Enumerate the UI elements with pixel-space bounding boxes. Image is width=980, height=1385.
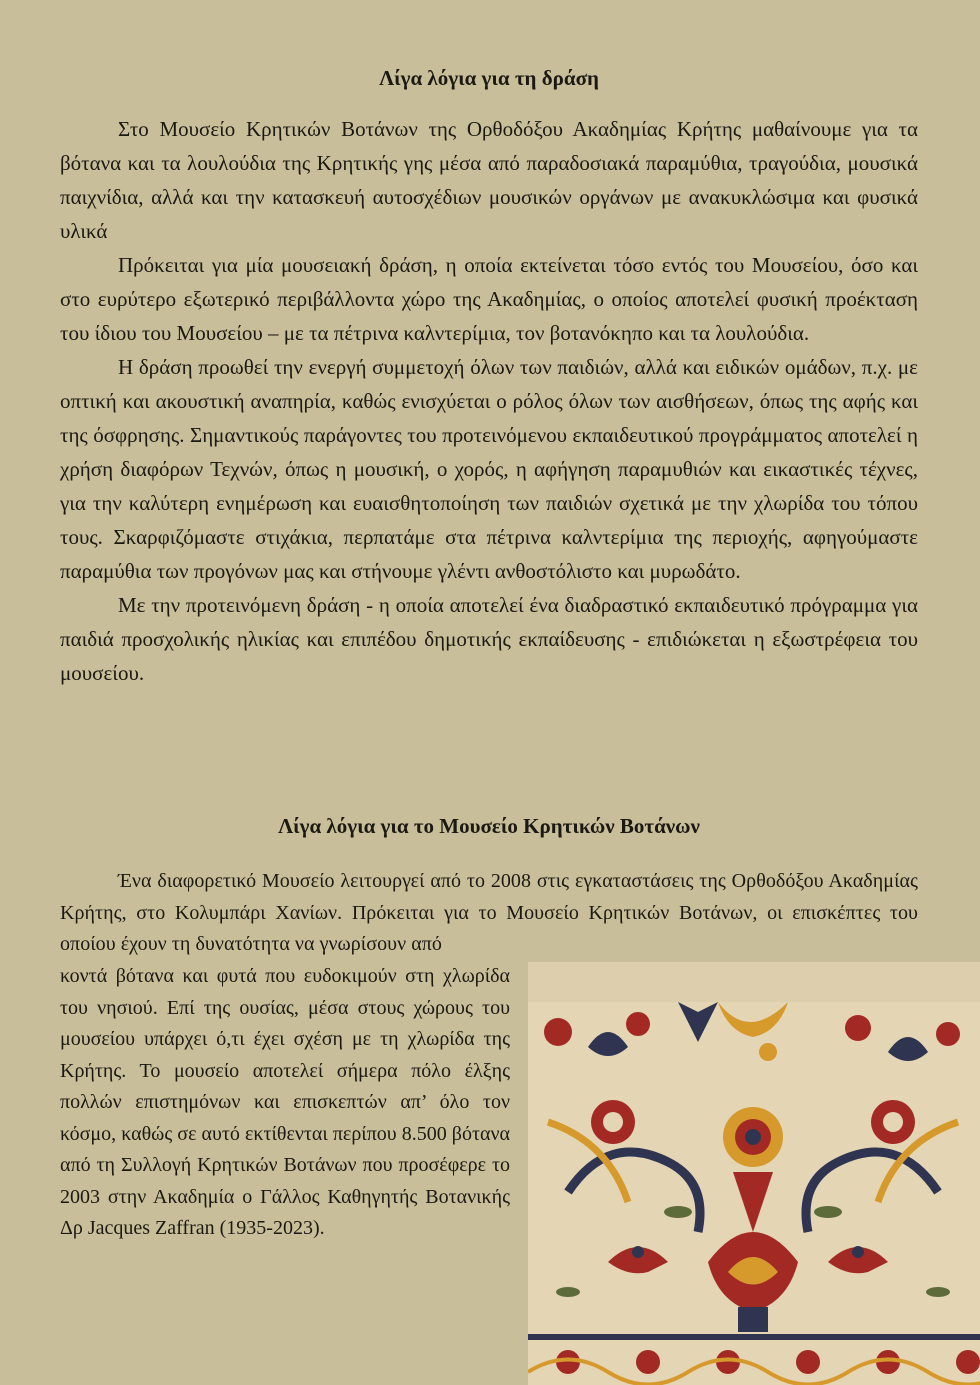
paragraph: Στο Μουσείο Κρητικών Βοτάνων της Ορθοδόξου Ακαδημίας Κρήτης μαθαίνουμε για τα βότανα και τα λουλούδια της Κρητικής γης μέσα από παραδοσιακά παραμύθια, τραγούδια, μουσικά παιχνίδια, αλλά και την κατασκευή αυτοσχέδιων μουσικών οργάνων με ανακυκλώσιμα και φυσικά υλικά <box>60 117 918 243</box>
paragraph: κοντά βότανα και φυτά που ευδοκιμούν στη χλωρίδα του νησιού. Επί της ουσίας, μέσα στους χώρους του μουσείου υπάρχει ό,τι έχει σχέση με τη χλωρίδα της Κρήτης. Το μουσείο αποτελεί σήμερα πόλο έλξης πολλών επιστημόνων και επισκεπτών απ’ όλο τον κόσμο, καθώς σε αυτό εκτίθενται περίπου 8.500 βότανα από τη Συλλογή Κρητικών Βοτάνων που προσέφερε το 2003 στην Ακαδημία ο Γάλλος Καθηγητής Βοτανικής Δρ Jacques Zaffran (1935-2023). <box>60 965 510 1239</box>
paragraph: Ένα διαφορετικό Μουσείο λειτουργεί από το 2008 στις εγκαταστάσεις της Ορθοδόξου Ακαδημίας Κρήτης, στο Κολυμπάρι Χανίων. Πρόκειται για το Μουσείο Κρητικών Βοτάνων, οι επισκέπτες του οποίου έχουν τη δυνατότητα να γνωρίσουν από <box>60 870 918 955</box>
paragraph: Πρόκειται για μία μουσειακή δράση, η οποία εκτείνεται τόσο εντός του Μουσείου, όσο και στο ευρύτερο εξωτερικό περιβάλλοντα χώρο της Ακαδημίας, ο οποίος αποτελεί φυσική προέκταση του ίδιου του Μουσείου – με τα πέτρινα καλντερίμια, τον βοτανόκηπο και τα λουλούδια. <box>60 253 918 345</box>
paragraph: Η δράση προωθεί την ενεργή συμμετοχή όλων των παιδιών, αλλά και ειδικών ομάδων, π.χ. με οπτική και ακουστική αναπηρία, καθώς ενισχύεται ο ρόλος όλων των αισθήσεων, όπως της αφής και της όσφρησης. Σημαντικούς παράγοντες του προτεινόμενου εκπαιδευτικού προγράμματος αποτελεί η χρήση διαφόρων Τεχνών, όπως η μουσική, ο χορός, η αφήγηση παραμυθιών και εικαστικές τέχνες, για την καλύτερη ενημέρωση και ευαισθητοποίηση των παιδιών σχετικά με την χλωρίδα του τόπου τους. Σκαρφιζόμαστε στιχάκια, περπατάμε στα πέτρινα καλντερίμια της περιοχής, αφηγούμαστε παραμύθια των προγόνων μας και στήνουμε γλέντι ανθοστόλιστο και μυρωδάτο. <box>60 355 918 583</box>
action-description <box>60 112 918 690</box>
section-heading-action: Λίγα λόγια για τη δράση <box>379 66 599 90</box>
section-heading-museum: Λίγα λόγια για το Μουσείο Κρητικών Βοτάνων <box>278 814 700 838</box>
museum-intro <box>60 866 918 961</box>
cretan-embroidery-image <box>528 962 980 1385</box>
museum-description-wrapped <box>60 961 510 1245</box>
paragraph: Με την προτεινόμενη δράση - η οποία αποτελεί ένα διαδραστικό εκπαιδευτικό πρόγραμμα για παιδιά προσχολικής ηλικίας και επιπέδου δημοτικής εκπαίδευσης - επιδιώκεται η εξωστρέφεια του μουσείου. <box>60 593 918 685</box>
